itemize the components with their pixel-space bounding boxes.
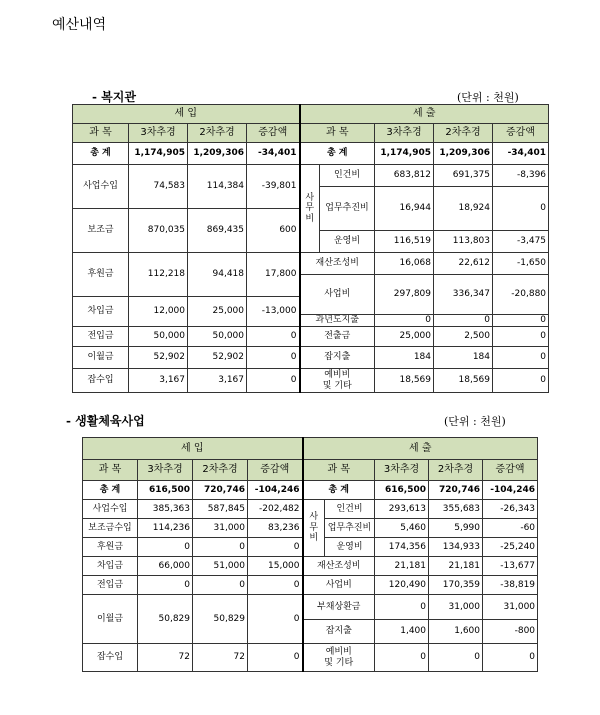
cell: 616,500 <box>375 481 429 500</box>
cell: 15,000 <box>248 557 303 576</box>
unit-label-welfare: (단위 : 천원) <box>457 91 519 104</box>
cell: -26,343 <box>483 500 538 519</box>
page-title: 예산내역 <box>52 17 107 33</box>
column-header: 증감액 <box>247 124 300 143</box>
total-row <box>73 143 549 165</box>
cell: 0 <box>493 347 549 369</box>
cell: 174,356 <box>375 538 429 557</box>
cell: 0 <box>138 538 193 557</box>
cell: 0 <box>375 595 429 620</box>
cell: -25,240 <box>483 538 538 557</box>
table-row <box>73 327 549 347</box>
column-header: 과 목 <box>83 460 138 481</box>
cell: 1,209,306 <box>188 143 247 165</box>
income-label: 후원금 <box>83 538 138 557</box>
income-label: 차입금 <box>83 557 138 576</box>
cell: 297,809 <box>375 275 434 315</box>
cell: 50,000 <box>188 327 247 347</box>
cell: -60 <box>483 519 538 538</box>
cell: 72 <box>193 644 248 672</box>
cell: 0 <box>248 644 303 672</box>
expense-label: 잡지출 <box>300 347 375 369</box>
cell: 5,990 <box>429 519 483 538</box>
cell: 114,384 <box>188 165 247 209</box>
column-header: 2차추경 <box>429 460 483 481</box>
cell: 616,500 <box>138 481 193 500</box>
cell: 184 <box>434 347 493 369</box>
column-header: 과 목 <box>303 460 375 481</box>
sports-budget-table <box>82 437 538 672</box>
cell: 50,829 <box>193 595 248 644</box>
cell: 21,181 <box>375 557 429 576</box>
cell: 0 <box>138 576 193 595</box>
cell: 0 <box>493 369 549 393</box>
unit-label-sports: (단위 : 천원) <box>444 415 506 428</box>
cell: 5,460 <box>375 519 429 538</box>
cell: 114,236 <box>138 519 193 538</box>
column-header: 3차추경 <box>138 460 193 481</box>
cell: 0 <box>493 315 549 327</box>
expense-label: 재산조성비 <box>300 253 375 275</box>
expense-label: 사업비 <box>300 275 375 315</box>
cell: 72 <box>138 644 193 672</box>
cell: 0 <box>375 315 434 327</box>
cell: 293,613 <box>375 500 429 519</box>
cell: -13,000 <box>247 297 300 327</box>
cell: 21,181 <box>429 557 483 576</box>
cell: 1,174,905 <box>375 143 434 165</box>
table-row <box>73 165 549 187</box>
cell: 385,363 <box>138 500 193 519</box>
cell: 336,347 <box>434 275 493 315</box>
cell: 0 <box>247 347 300 369</box>
income-label: 사업수입 <box>73 165 129 209</box>
income-header: 세 입 <box>73 105 300 124</box>
cell: 0 <box>429 644 483 672</box>
table-row <box>73 347 549 369</box>
section-title-welfare: - 복지관 <box>92 90 136 104</box>
cell: 0 <box>247 369 300 393</box>
expense-label: 재산조성비 <box>303 557 375 576</box>
cell: 0 <box>493 187 549 231</box>
cell: 3,167 <box>129 369 188 393</box>
office-expense-label: 사무비 <box>309 512 319 544</box>
cell: 870,035 <box>129 209 188 253</box>
income-label: 차입금 <box>73 297 129 327</box>
cell: 51,000 <box>193 557 248 576</box>
cell: 600 <box>247 209 300 253</box>
cell: 1,400 <box>375 620 429 644</box>
column-header: 증감액 <box>248 460 303 481</box>
expense-label-line: 및 기타 <box>324 657 354 668</box>
expense-label-line: 및 기타 <box>322 380 352 391</box>
table-row <box>83 595 538 620</box>
cell: -39,801 <box>247 165 300 209</box>
column-header: 3차추경 <box>375 460 429 481</box>
cell: -104,246 <box>483 481 538 500</box>
cell: 0 <box>248 595 303 644</box>
cell: 116,519 <box>375 231 434 253</box>
cell: 0 <box>193 538 248 557</box>
cell: 1,600 <box>429 620 483 644</box>
cell: 22,612 <box>434 253 493 275</box>
cell: 0 <box>247 327 300 347</box>
cell: 720,746 <box>429 481 483 500</box>
income-label: 이월금 <box>83 595 138 644</box>
expense-label: 업무추진비 <box>320 187 375 231</box>
total-label: 총 계 <box>300 143 375 165</box>
column-header: 증감액 <box>483 460 538 481</box>
expense-label: 전출금 <box>300 327 375 347</box>
cell: 18,569 <box>434 369 493 393</box>
column-header: 2차추경 <box>188 124 247 143</box>
expense-label <box>303 644 375 672</box>
cell: 355,683 <box>429 500 483 519</box>
expense-header: 세 출 <box>300 105 549 124</box>
cell: -8,396 <box>493 165 549 187</box>
cell: -20,880 <box>493 275 549 315</box>
cell: 0 <box>248 538 303 557</box>
cell: 1,174,905 <box>129 143 188 165</box>
cell: -1,650 <box>493 253 549 275</box>
cell: 12,000 <box>129 297 188 327</box>
cell: 720,746 <box>193 481 248 500</box>
column-header: 3차추경 <box>375 124 434 143</box>
table-row <box>73 253 549 275</box>
cell: 691,375 <box>434 165 493 187</box>
cell: 52,902 <box>129 347 188 369</box>
total-row <box>83 481 538 500</box>
cell: 2,500 <box>434 327 493 347</box>
cell: -800 <box>483 620 538 644</box>
cell: -202,482 <box>248 500 303 519</box>
cell: 94,418 <box>188 253 247 297</box>
cell: 66,000 <box>138 557 193 576</box>
table-row <box>83 557 538 576</box>
section-title-sports: - 생활체육사업 <box>66 414 145 428</box>
column-header: 3차추경 <box>129 124 188 143</box>
table-row <box>73 369 549 393</box>
column-header: 과 목 <box>73 124 129 143</box>
cell: 120,490 <box>375 576 429 595</box>
cell: 170,359 <box>429 576 483 595</box>
cell: 112,218 <box>129 253 188 297</box>
cell: 0 <box>248 576 303 595</box>
cell: 184 <box>375 347 434 369</box>
cell: 0 <box>493 327 549 347</box>
cell: 25,000 <box>188 297 247 327</box>
expense-label: 업무추진비 <box>325 519 375 538</box>
cell: 83,236 <box>248 519 303 538</box>
cell: -34,401 <box>493 143 549 165</box>
cell: 50,000 <box>129 327 188 347</box>
expense-label: 운영비 <box>320 231 375 253</box>
cell: 52,902 <box>188 347 247 369</box>
cell: 0 <box>375 644 429 672</box>
cell: 16,944 <box>375 187 434 231</box>
cell: 0 <box>193 576 248 595</box>
cell: 31,000 <box>193 519 248 538</box>
column-header: 과 목 <box>300 124 375 143</box>
expense-label-line: 예비비 <box>325 647 352 658</box>
income-label: 전입금 <box>73 327 129 347</box>
column-header: 2차추경 <box>434 124 493 143</box>
expense-label: 운영비 <box>325 538 375 557</box>
cell: -3,475 <box>493 231 549 253</box>
income-label: 보조금 <box>73 209 129 253</box>
income-label: 이월금 <box>73 347 129 369</box>
cell: 17,800 <box>247 253 300 297</box>
income-label: 전입금 <box>83 576 138 595</box>
cell: -13,677 <box>483 557 538 576</box>
cell: 587,845 <box>193 500 248 519</box>
cell: -104,246 <box>248 481 303 500</box>
cell: 25,000 <box>375 327 434 347</box>
expense-label: 사업비 <box>303 576 375 595</box>
cell: -38,819 <box>483 576 538 595</box>
cell: 113,803 <box>434 231 493 253</box>
expense-label <box>300 369 375 393</box>
office-expense-group-label <box>303 500 325 557</box>
expense-label-line: 예비비 <box>324 370 351 381</box>
cell: 3,167 <box>188 369 247 393</box>
office-expense-group-label <box>300 165 320 253</box>
cell: 0 <box>434 315 493 327</box>
cell: 18,924 <box>434 187 493 231</box>
income-label: 보조금수입 <box>83 519 138 538</box>
cell: 869,435 <box>188 209 247 253</box>
total-label: 총 계 <box>73 143 129 165</box>
cell: 1,209,306 <box>434 143 493 165</box>
expense-header: 세 출 <box>303 438 538 460</box>
cell: 683,812 <box>375 165 434 187</box>
income-label: 잡수입 <box>73 369 129 393</box>
table-row <box>83 500 538 519</box>
income-label: 잡수입 <box>83 644 138 672</box>
welfare-budget-table <box>72 104 549 393</box>
expense-label: 부채상환금 <box>303 595 375 620</box>
income-header: 세 입 <box>83 438 303 460</box>
cell: 134,933 <box>429 538 483 557</box>
expense-label: 과년도지출 <box>300 315 375 327</box>
table-row <box>83 644 538 672</box>
cell: 18,569 <box>375 369 434 393</box>
cell: 74,583 <box>129 165 188 209</box>
cell: 16,068 <box>375 253 434 275</box>
total-label: 총 계 <box>83 481 138 500</box>
column-header: 2차추경 <box>193 460 248 481</box>
cell: 31,000 <box>429 595 483 620</box>
income-label: 사업수입 <box>83 500 138 519</box>
office-expense-label: 사무비 <box>305 192 315 224</box>
cell: 0 <box>483 644 538 672</box>
table-row <box>83 576 538 595</box>
cell: 31,000 <box>483 595 538 620</box>
income-label: 후원금 <box>73 253 129 297</box>
expense-label: 인건비 <box>320 165 375 187</box>
total-label: 총 계 <box>303 481 375 500</box>
expense-label: 잡지출 <box>303 620 375 644</box>
cell: 50,829 <box>138 595 193 644</box>
expense-label: 인건비 <box>325 500 375 519</box>
cell: -34,401 <box>247 143 300 165</box>
column-header: 증감액 <box>493 124 549 143</box>
